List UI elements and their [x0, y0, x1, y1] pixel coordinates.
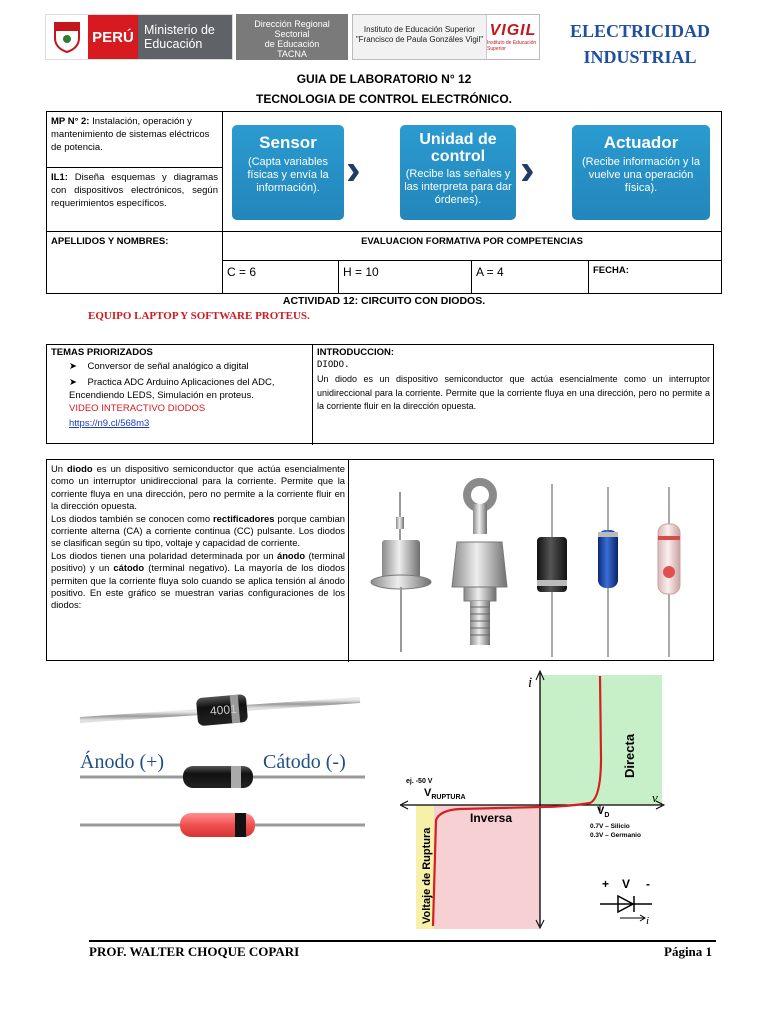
iv-curve-graph — [400, 668, 672, 930]
process-unidad-title: Unidad de control — [419, 131, 497, 165]
drs-line-1: Dirección Regional Sectorial — [254, 19, 330, 39]
diodo-paragraph — [51, 463, 345, 612]
i-axis-label: i — [528, 675, 533, 691]
footer-author: PROF. WALTER CHOQUE COPARI — [89, 944, 300, 959]
temas-item-2 — [69, 376, 307, 402]
black-diode — [537, 484, 567, 657]
catodo-bold: cátodo — [113, 562, 145, 574]
intro-subtitle: DIODO. — [317, 360, 350, 370]
voltaje-ruptura-label: Voltaje de Ruptura — [421, 827, 433, 924]
h-cell — [338, 260, 472, 294]
vruptura-sub: RUPTURA — [431, 794, 466, 801]
ej-label: ej. -50 V — [406, 778, 433, 785]
vd-label — [597, 805, 609, 819]
temas-title: TEMAS PRIORIZADOS — [51, 347, 153, 358]
guia-title: GUIA DE LABORATORIO N° 12 — [296, 72, 472, 86]
diodo-box — [46, 459, 714, 661]
i-sign: i — [646, 915, 650, 927]
evaluacion-cell — [222, 231, 722, 261]
stud-diode-2 — [452, 482, 507, 645]
instituto-logo — [352, 14, 540, 60]
temas-divider — [312, 345, 313, 445]
diodo-text-span: porque cambian corriente alterna (CA) a corriente continua (CC) pulsante. Los diodos se clasifican según su tipo, voltaje y capacidad de corriente. — [51, 512, 346, 549]
evaluacion-label: EVALUACION FORMATIVA POR COMPETENCIAS — [361, 236, 583, 247]
guia-subtitle: TECNOLOGIA DE CONTROL ELECTRÓNICO. — [255, 92, 512, 106]
arrow-bullet-icon: ➤ — [69, 361, 77, 372]
chevron-right-icon: › — [520, 145, 535, 194]
a-cell — [471, 260, 589, 294]
anodo-label: Ánodo (+) — [80, 751, 165, 773]
process-unidad — [400, 125, 516, 220]
directa-label: Directa — [622, 733, 637, 778]
process-actuador-title: Actuador — [603, 133, 679, 152]
intro-title: INTRODUCCION: — [317, 347, 395, 358]
c-cell — [222, 260, 339, 294]
plus-sign: + — [602, 877, 610, 891]
footer-page: Página 1 — [664, 944, 713, 959]
drs-logo — [236, 14, 348, 60]
rectificadores-bold: rectificadores — [213, 512, 275, 524]
vd-v: V — [597, 805, 605, 817]
germanio-label: 0.3V – Germanio — [590, 832, 641, 839]
instituto-line-2: "Francisco de Paula Gonzáles Vigil" — [355, 35, 484, 44]
a-value: A = 4 — [476, 265, 504, 279]
v-sign: V — [622, 877, 631, 891]
photo-diode — [80, 694, 360, 726]
il-cell — [46, 167, 223, 232]
intro-text: Un diodo es un dispositivo semiconductor que actúa esencialmente como un interruptor unidireccional para la corriente. Permite que la corriente fluya en una dirección, pero no permite a la corriente fluir en la dirección opuesta. — [317, 374, 710, 411]
diodo-text-span: (terminal negativo). La mayoría de los diodos permiten que la corriente fluya solo cuando se aplica tensión al ánodo positivo. En este gráfico se muestran varias configuraciones de los diodos: — [51, 562, 345, 611]
diode-symbol-icon — [600, 877, 652, 927]
silicio-label: 0.7V – Silicio — [590, 823, 630, 830]
glass-diode — [658, 487, 680, 657]
stud-diode-1 — [371, 492, 431, 652]
video-link[interactable]: https://n9.cl/568m3 — [69, 418, 150, 429]
diodo-text-span: Los diodos también se conocen como — [51, 512, 213, 524]
anodo-bold: ánodo — [276, 549, 306, 561]
il-text: Diseña esquemas y diagramas con dispositivos electrónicos, según requerimientos específicos. — [51, 172, 218, 209]
diode-packages-image — [352, 462, 712, 660]
diode-marking: 4001 — [209, 701, 238, 719]
diodo-divider — [348, 460, 349, 662]
temas-item-1-text: Conversor de señal analógico a digital — [87, 361, 249, 372]
diodo-text-span: (terminal positivo) y un — [51, 549, 345, 574]
anodo-catodo-image — [75, 680, 375, 840]
ministerio-label: Ministerio de Educación — [138, 15, 232, 59]
mp-cell — [46, 111, 223, 168]
actividad-title: ACTIVIDAD 12: CIRCUITO CON DIODOS. — [282, 295, 486, 307]
process-actuador — [572, 125, 710, 220]
fecha-label: FECHA: — [593, 265, 629, 276]
temas-item-1 — [69, 360, 249, 373]
vigil-logo-text: VIGIL — [489, 22, 537, 39]
inversa-label: Inversa — [470, 811, 513, 825]
fecha-cell — [588, 260, 722, 294]
vruptura-v: V — [424, 787, 432, 799]
temas-item-2-text: Practica ADC Arduino Aplicaciones del ADC, Encendiendo LEDS, Simulación en proteus. — [69, 377, 275, 401]
diodo-text-span: Los diodos tienen una polaridad determinada por un — [51, 549, 277, 561]
course-title: ELECTRICIDAD INDUSTRIAL — [569, 21, 711, 67]
vruptura-label — [424, 787, 466, 801]
diodo-text-span: es un dispositivo semiconductor que actúa esencialmente como un interruptor unidireccional para la corriente. Permite que la corriente fluya en una dirección, pero no permite a la corriente fluir en la dirección opuesta. — [51, 463, 346, 512]
diodo-bold: diodo — [67, 463, 93, 474]
h-value: H = 10 — [343, 265, 379, 279]
c-value: C = 6 — [227, 265, 257, 279]
drs-line-3: TACNA — [277, 49, 307, 59]
mp-label: MP N° 2: — [51, 116, 90, 127]
chevron-right-icon: › — [346, 145, 361, 194]
process-sensor — [232, 125, 344, 220]
temas-intro-box — [46, 344, 714, 444]
catodo-label: Cátodo (-) — [263, 751, 346, 773]
arrow-bullet-icon: ➤ — [69, 377, 77, 388]
drs-line-2: de Educación — [264, 39, 320, 49]
minus-sign: - — [646, 877, 650, 891]
diodo-text-span: Un — [51, 463, 68, 474]
footer-divider — [89, 940, 716, 942]
video-label: VIDEO INTERACTIVO DIODOS — [69, 403, 206, 414]
il-label: IL1: — [51, 172, 68, 183]
v-axis-label: v — [652, 790, 658, 805]
vd-sub: D — [604, 812, 610, 819]
instituto-line-1: Instituto de Educación Superior — [363, 25, 476, 34]
process-sensor-title: Sensor — [259, 133, 317, 152]
red-drawn-diode — [80, 813, 365, 837]
process-actuador-desc: (Recibe información y la vuelve una operación física). — [582, 156, 700, 194]
peru-ministerio-logo — [45, 14, 233, 60]
mp-text: Instalación, operación y mantenimiento de sistemas eléctricos de potencia. — [51, 116, 210, 153]
apellidos-label: APELLIDOS Y NOMBRES: — [51, 236, 169, 247]
process-sensor-desc: (Capta variables físicas y envía la información). — [247, 156, 329, 194]
process-unidad-desc: (Recibe las señales y las interpreta para dar órdenes). — [404, 168, 512, 206]
equipo-label: EQUIPO LAPTOP Y SOFTWARE PROTEUS. — [88, 310, 310, 322]
peru-label: PERÚ — [88, 15, 138, 59]
blue-diode — [598, 487, 618, 657]
apellidos-cell — [46, 231, 223, 294]
peru-shield-icon — [46, 15, 88, 59]
vigil-logo-sub: Instituto de Educación Superior — [487, 40, 537, 52]
